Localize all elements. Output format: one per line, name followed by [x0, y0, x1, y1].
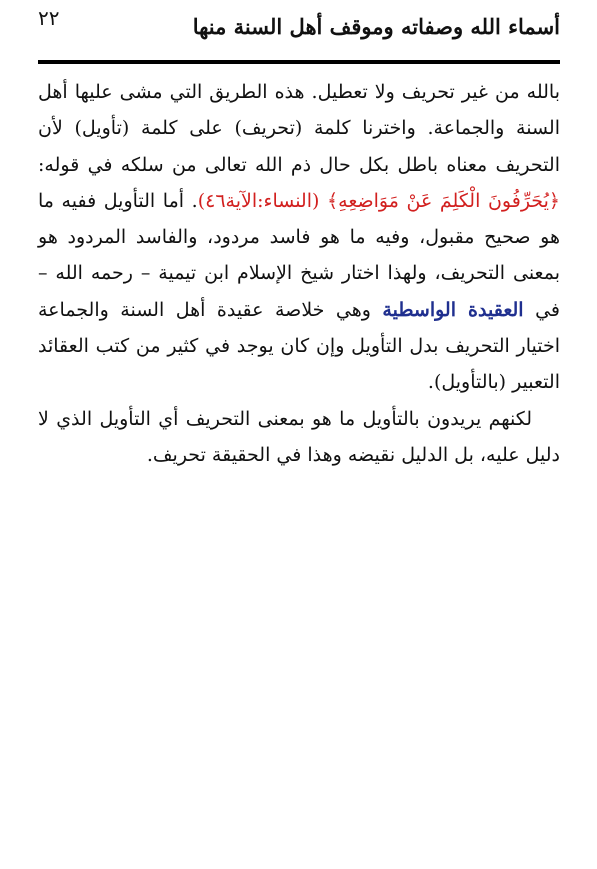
paragraph-1-text-a: بالله من غير تحريف ولا تعطيل. هذه الطريق التي مشى عليها أهل السنة والجماعة. واخترنا كلمة (تحريف) على كلمة (تأويل) لأن التحريف معناه باطل بكل حال ذم الله تعالى من سلكه في قوله:	[38, 81, 560, 176]
paragraph-1-text-b: . أما التأويل ففيه ما هو صحيح مقبول، وفيه ما هو فاسد مردود، والفاسد المردود هو بمعنى التحريف، ولهذا اختار شيخ الإسلام ابن تيمية – رحمه الله – في	[38, 189, 560, 321]
quran-verse: ﴿يُحَرِّفُونَ الْكَلِمَ عَنْ مَوَاضِعِهِ﴾ (النساء:الآية٤٦)	[197, 189, 560, 212]
page-number: ٢٢	[38, 6, 60, 30]
paragraph-1-text-c: وهي خلاصة عقيدة أهل السنة والجماعة اختيار التحريف بدل التأويل وإن كان يوجد في كثير من كتب العقائد التعبير (بالتأويل).	[38, 298, 560, 394]
paragraph-2: لكنهم يريدون بالتأويل ما هو بمعنى التحريف أي التأويل الذي لا دليل عليه، بل الدليل نقيضه وهذا في الحقيقة تحريف.	[38, 407, 560, 466]
page-header	[38, 0, 560, 60]
body-text	[38, 74, 560, 473]
paragraph-1	[38, 74, 560, 401]
book-title: العقيدة الواسطية	[382, 298, 524, 321]
running-title: أسماء الله وصفاته وموقف أهل السنة منها	[192, 14, 560, 39]
header-rule	[38, 60, 560, 64]
